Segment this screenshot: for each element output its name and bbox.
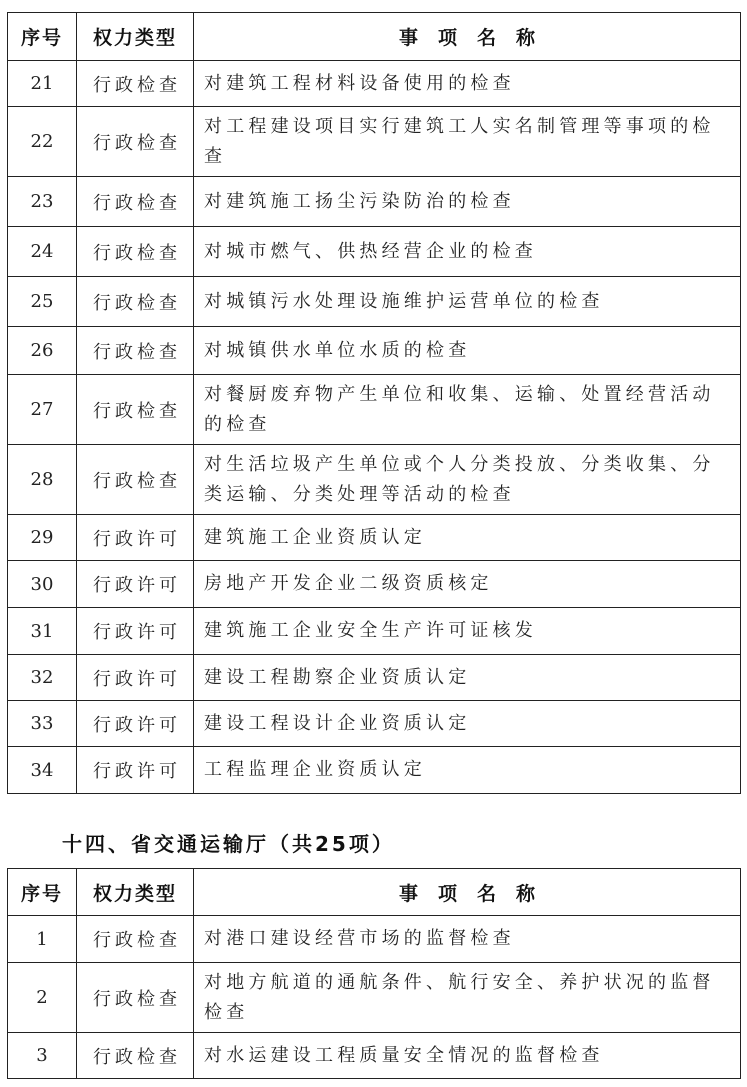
header-item-name: 事项名称 [194,13,741,61]
power-type-cell: 行政检查 [77,61,194,107]
power-type-cell: 行政许可 [77,515,194,561]
table-row [8,608,741,655]
power-type-cell: 行政检查 [77,327,194,375]
item-name-cell: 对城市燃气、供热经营企业的检查 [194,227,741,277]
header-item-name: 事项名称 [194,869,741,916]
serial-number-cell: 30 [8,561,77,608]
table-row [8,327,741,375]
power-type-cell: 行政检查 [77,916,194,963]
table-row [8,61,741,107]
serial-number-cell: 34 [8,747,77,794]
table-row [8,107,741,177]
serial-number-cell: 28 [8,445,77,515]
power-type-cell: 行政许可 [77,561,194,608]
section-heading-transport-department: 十四、省交通运输厅（共25项） [62,832,395,856]
power-type-cell: 行政检查 [77,277,194,327]
power-list-table-transport [7,868,741,1079]
header-serial-number: 序号 [8,13,77,61]
serial-number-cell: 29 [8,515,77,561]
power-type-cell: 行政许可 [77,701,194,747]
table-row [8,1033,741,1079]
power-type-cell: 行政检查 [77,963,194,1033]
item-name-cell: 对工程建设项目实行建筑工人实名制管理等事项的检查 [194,107,741,177]
item-name-cell: 对水运建设工程质量安全情况的监督检查 [194,1033,741,1079]
item-name-cell: 对生活垃圾产生单位或个人分类投放、分类收集、分类运输、分类处理等活动的检查 [194,445,741,515]
serial-number-cell: 33 [8,701,77,747]
power-type-cell: 行政许可 [77,747,194,794]
table-row [8,515,741,561]
table-row [8,277,741,327]
table-row [8,916,741,963]
serial-number-cell: 26 [8,327,77,375]
item-name-cell: 对城镇供水单位水质的检查 [194,327,741,375]
power-type-cell: 行政检查 [77,445,194,515]
serial-number-cell: 23 [8,177,77,227]
serial-number-cell: 27 [8,375,77,445]
item-name-cell: 对建筑工程材料设备使用的检查 [194,61,741,107]
item-name-cell: 建设工程勘察企业资质认定 [194,655,741,701]
serial-number-cell: 25 [8,277,77,327]
item-name-cell: 建设工程设计企业资质认定 [194,701,741,747]
item-name-cell: 对建筑施工扬尘污染防治的检查 [194,177,741,227]
table-row [8,177,741,227]
header-power-type: 权力类型 [77,869,194,916]
power-type-cell: 行政许可 [77,655,194,701]
item-name-cell: 对餐厨废弃物产生单位和收集、运输、处置经营活动的检查 [194,375,741,445]
serial-number-cell: 3 [8,1033,77,1079]
serial-number-cell: 32 [8,655,77,701]
item-name-cell: 建筑施工企业安全生产许可证核发 [194,608,741,655]
table-row [8,227,741,277]
power-type-cell: 行政检查 [77,1033,194,1079]
serial-number-cell: 2 [8,963,77,1033]
serial-number-cell: 21 [8,61,77,107]
item-name-cell: 房地产开发企业二级资质核定 [194,561,741,608]
table-header-row [8,869,741,916]
power-type-cell: 行政检查 [77,375,194,445]
power-type-cell: 行政检查 [77,177,194,227]
serial-number-cell: 22 [8,107,77,177]
table-row [8,375,741,445]
table-row [8,963,741,1033]
table-row [8,655,741,701]
power-list-table-housing [7,12,741,794]
table-row [8,747,741,794]
item-name-cell: 对港口建设经营市场的监督检查 [194,916,741,963]
serial-number-cell: 24 [8,227,77,277]
header-serial-number: 序号 [8,869,77,916]
item-name-cell: 建筑施工企业资质认定 [194,515,741,561]
table-header-row [8,13,741,61]
power-type-cell: 行政检查 [77,107,194,177]
header-power-type: 权力类型 [77,13,194,61]
power-type-cell: 行政检查 [77,227,194,277]
item-name-cell: 对城镇污水处理设施维护运营单位的检查 [194,277,741,327]
power-type-cell: 行政许可 [77,608,194,655]
table-row [8,445,741,515]
table-row [8,701,741,747]
serial-number-cell: 1 [8,916,77,963]
table-row [8,561,741,608]
item-name-cell: 对地方航道的通航条件、航行安全、养护状况的监督检查 [194,963,741,1033]
serial-number-cell: 31 [8,608,77,655]
item-name-cell: 工程监理企业资质认定 [194,747,741,794]
